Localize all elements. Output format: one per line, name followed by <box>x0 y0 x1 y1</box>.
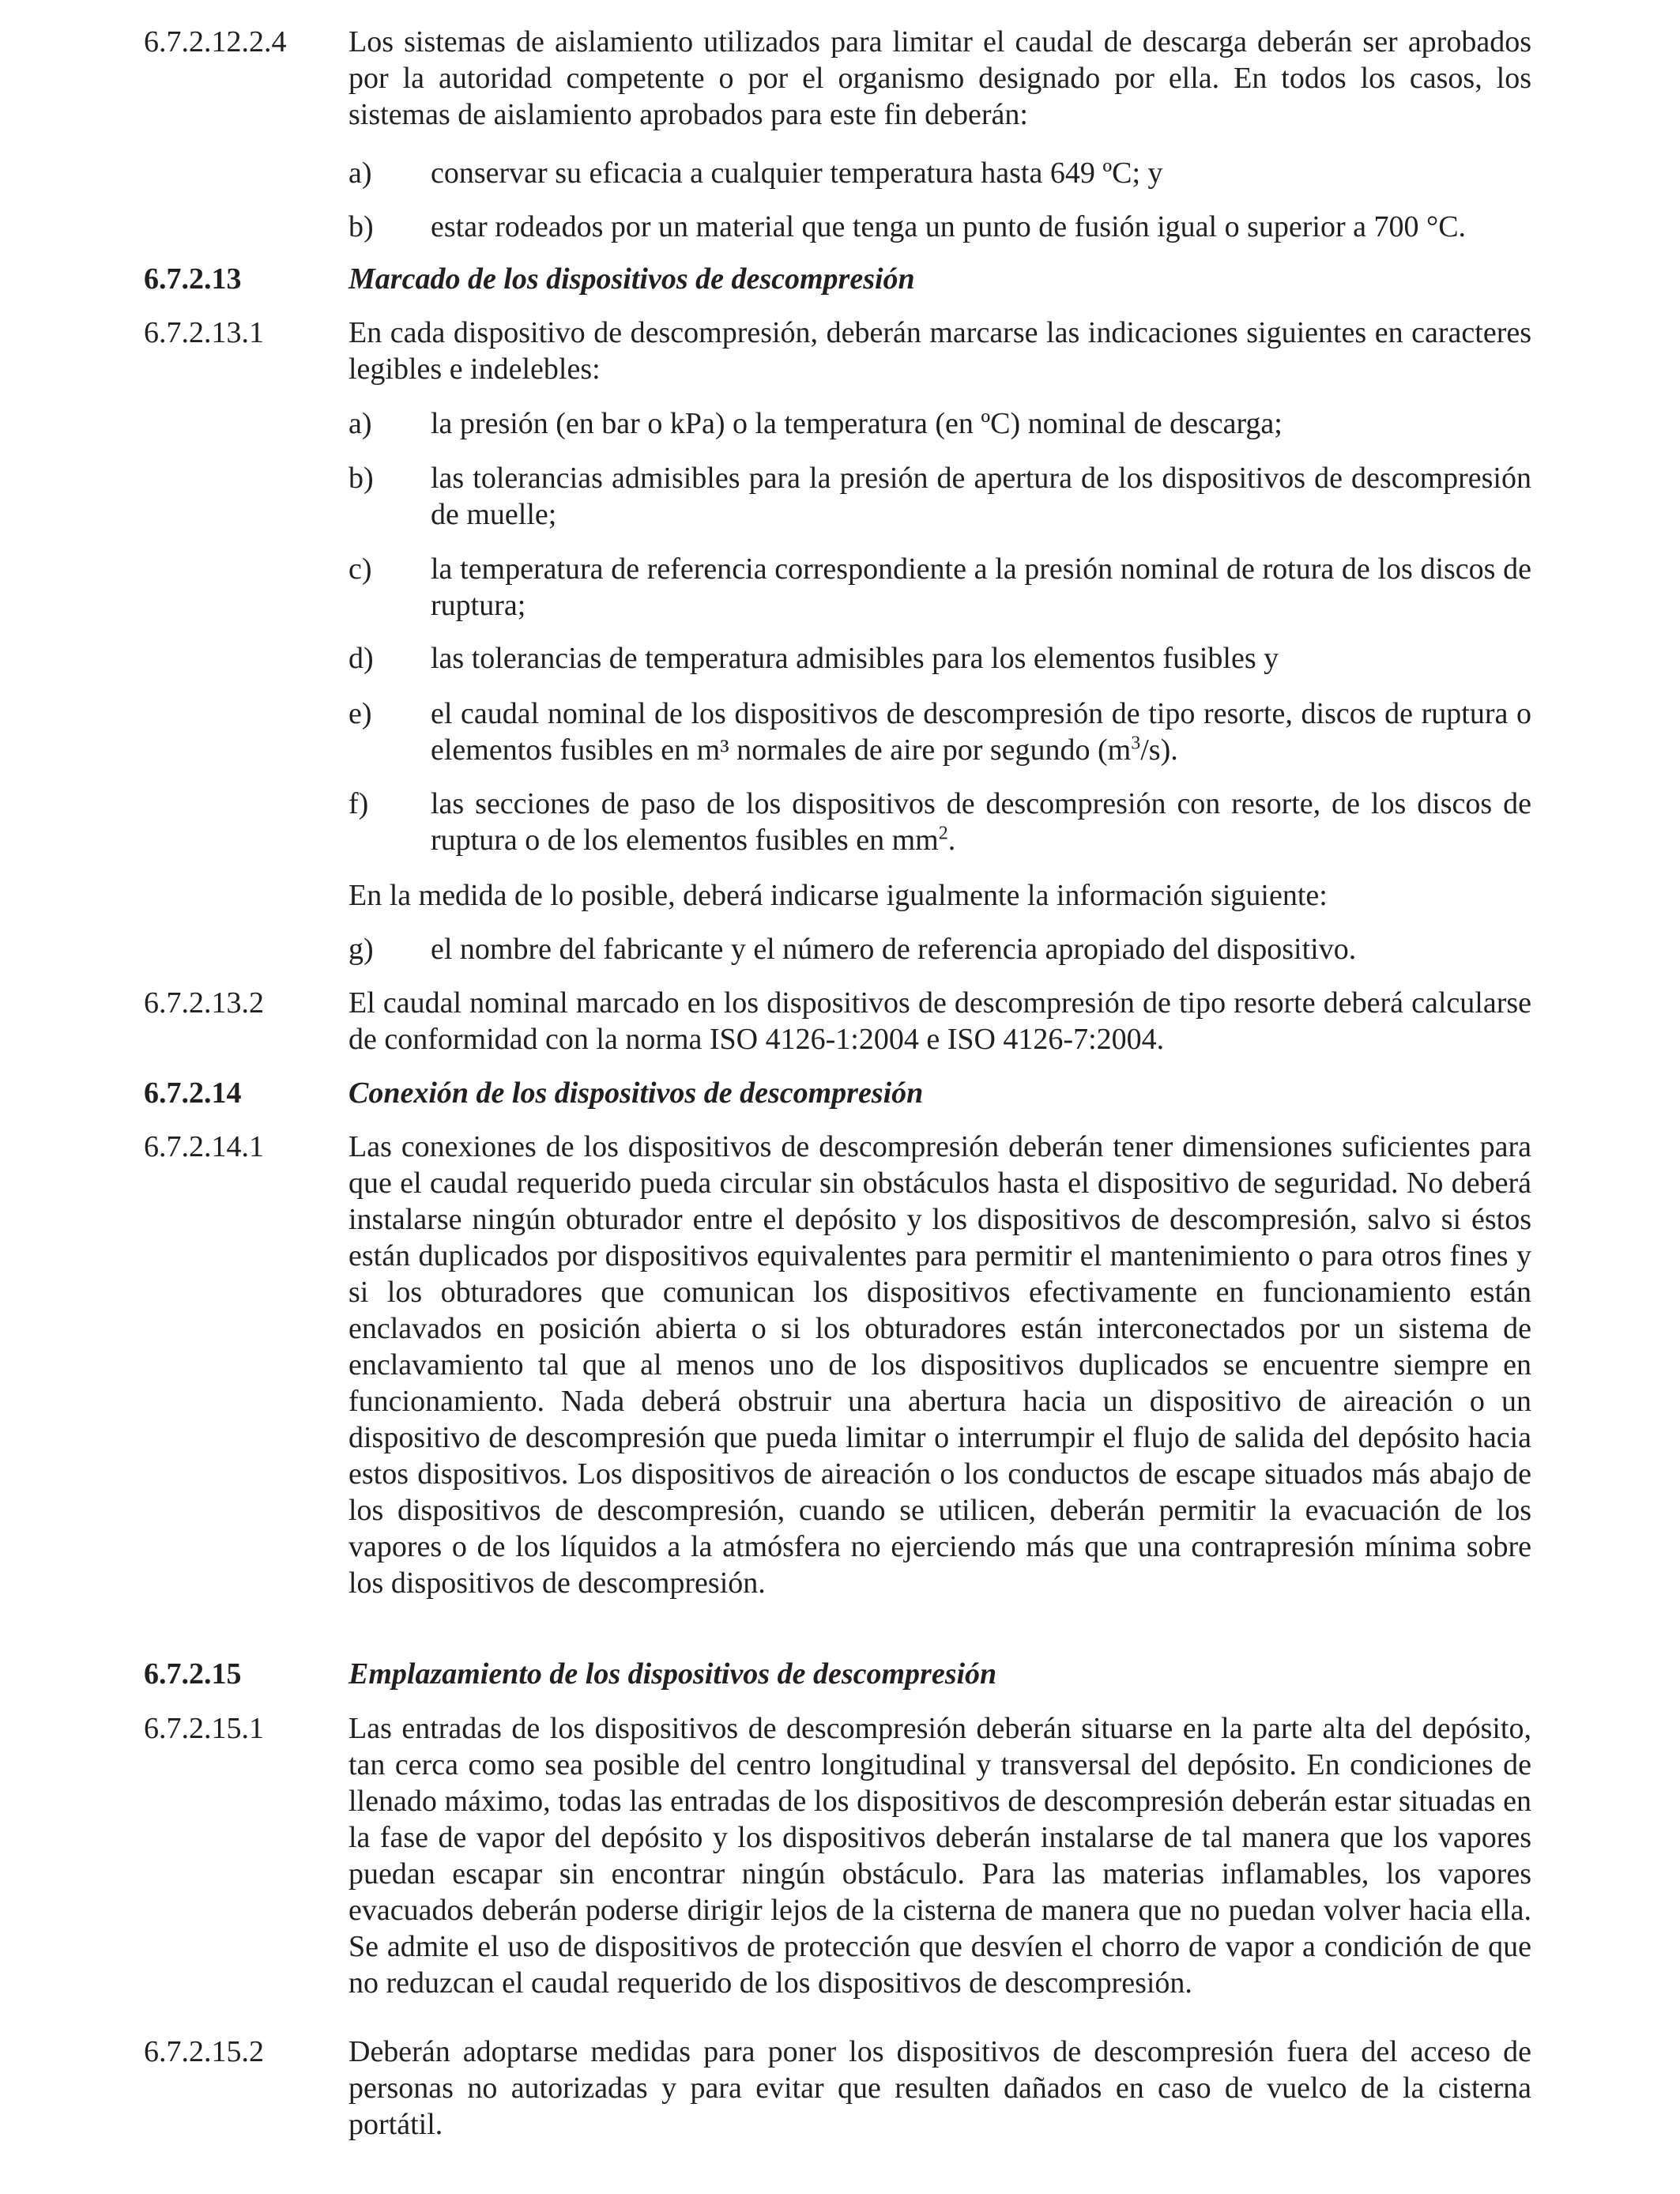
list-item-text: las tolerancias de temperatura admisibles para los elementos fusibles y <box>431 642 1279 675</box>
section-heading-number: 6.7.2.14 <box>144 1076 242 1110</box>
list-item-text: la temperatura de referencia correspondiente a la presión nominal de rotura de los discos de ruptura; <box>431 552 1531 622</box>
list-item-text: las tolerancias admisibles para la presión de apertura de los dispositivos de descompresión de muelle; <box>431 462 1531 531</box>
paragraph-number: 6.7.2.15.2 <box>144 2035 264 2068</box>
list-item-label: d) <box>348 642 374 675</box>
list-item-label: b) <box>348 210 374 243</box>
list-item-label: b) <box>348 462 374 495</box>
list-item-text: el nombre del fabricante y el número de referencia apropiado del dispositivo. <box>431 933 1357 966</box>
list-item-label: g) <box>348 933 374 966</box>
paragraph-text: Las conexiones de los dispositivos de descompresión deberán tener dimensiones suficientes para que el caudal requerido pueda circular sin obstáculos hasta el dispositivo de seguridad. No deberá instalarse ningún obturador entre el depósito y los dispositivos de descompresión, salvo si éstos están duplicados por dispositivos equivalentes para permitir el mantenimiento o para otros fines y si los obturadores que comunican los dispositivos efectivamente en funcionamiento están enclavados en posición abierta o si los obturadores están interconectados por un sistema de enclavamiento tal que al menos uno de los dispositivos duplicados se encuentre siempre en funcionamiento. Nada deberá obstruir una abertura hacia un dispositivo de aireación o un dispositivo de descompresión que pueda limitar o interrumpir el flujo de salida del depósito hacia estos dispositivos. Los dispositivos de aireación o los conductos de escape situados más abajo de los dispositivos de descompresión, cuando se utilicen, deberán permitir la evacuación de los vapores o de los líquidos a la atmósfera no ejerciendo más que una contrapresión mínima sobre los dispositivos de descompresión. <box>348 1130 1531 1600</box>
list-item-label: c) <box>348 552 372 586</box>
list-item-text: conservar su eficacia a cualquier temperatura hasta 649 ºC; y <box>431 156 1163 190</box>
section-heading-title: Marcado de los dispositivos de descompresión <box>348 262 915 296</box>
paragraph-text: En cada dispositivo de descompresión, deberán marcarse las indicaciones siguientes en caracteres legibles e indelebles: <box>348 316 1531 386</box>
paragraph-text: Las entradas de los dispositivos de descompresión deberán situarse en la parte alta del depósito, tan cerca como sea posible del centro longitudinal y transversal del depósito. En condiciones de llenado máximo, todas las entradas de los dispositivos de descompresión deberán estar situadas en la fase de vapor del depósito y los dispositivos deberán instalarse de tal manera que los vapores puedan escapar sin encontrar ningún obstáculo. Para las materias inflamables, los vapores evacuados deberán poderse dirigir lejos de la cisterna de manera que no puedan volver hacia ella. Se admite el uso de dispositivos de protección que desvíen el chorro de vapor a condición de que no reduzcan el caudal requerido de los dispositivos de descompresión. <box>348 1712 1531 2000</box>
paragraph-number: 6.7.2.14.1 <box>144 1130 264 1163</box>
section-heading-number: 6.7.2.13 <box>144 262 242 296</box>
paragraph-number: 6.7.2.12.2.4 <box>144 25 287 58</box>
section-heading-title: Emplazamiento de los dispositivos de descompresión <box>348 1657 997 1691</box>
list-item-label: f) <box>348 787 369 820</box>
paragraph-number: 6.7.2.13.1 <box>144 316 264 349</box>
list-item-text: estar rodeados por un material que tenga un punto de fusión igual o superior a 700 °C. <box>431 210 1467 243</box>
paragraph-text: En la medida de lo posible, deberá indicarse igualmente la información siguiente: <box>348 879 1328 912</box>
section-heading-title: Conexión de los dispositivos de descompresión <box>348 1076 924 1110</box>
list-item-text: la presión (en bar o kPa) o la temperatura (en ºC) nominal de descarga; <box>431 407 1283 440</box>
list-item-label: a) <box>348 156 372 190</box>
list-item-label: e) <box>348 697 372 730</box>
list-item-text: el caudal nominal de los dispositivos de descompresión de tipo resorte, discos de ruptura o elementos fusibles en m³ normales de aire por segundo $(m^3/s)$. <box>431 697 1531 767</box>
paragraph-text: Deberán adoptarse medidas para poner los dispositivos de descompresión fuera del acceso de personas no autorizadas y para evitar que resulten dañados en caso de vuelco de la cisterna portátil. <box>348 2035 1531 2141</box>
paragraph-number: 6.7.2.13.2 <box>144 986 264 1020</box>
list-item-text: las secciones de paso de los dispositivos de descompresión con resorte, de los discos de ruptura o de los elementos fusibles en $mm^2$. <box>431 787 1531 857</box>
paragraph-text: Los sistemas de aislamiento utilizados para limitar el caudal de descarga deberán ser aprobados por la autoridad competente o por el organismo designado por ella. En todos los casos, los sistemas de aislamiento aprobados para este fin deberán: <box>348 25 1531 131</box>
list-item-label: a) <box>348 407 372 440</box>
section-heading-number: 6.7.2.15 <box>144 1657 242 1691</box>
paragraph-text: El caudal nominal marcado en los dispositivos de descompresión de tipo resorte deberá calcularse de conformidad con la norma ISO 4126-1:2004 e ISO 4126-7:2004. <box>348 986 1531 1056</box>
paragraph-number: 6.7.2.15.1 <box>144 1712 264 1745</box>
